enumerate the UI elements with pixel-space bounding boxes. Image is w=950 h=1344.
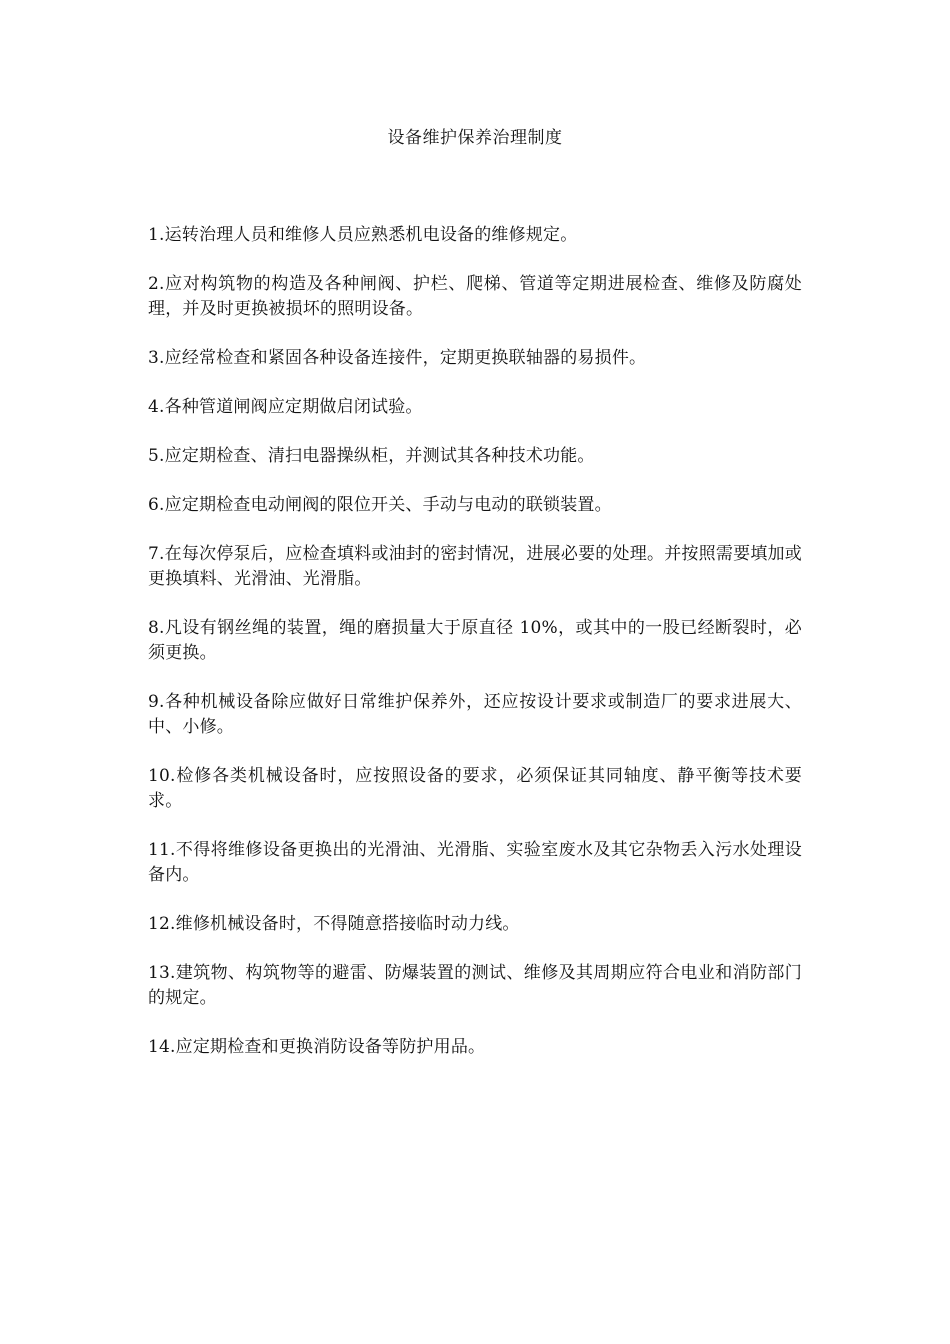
paragraph-4: 4.各种管道闸阀应定期做启闭试验。	[148, 397, 423, 417]
paragraph-7: 7.在每次停泵后，应检查填料或油封的密封情况，进展必要的处理。并按照需要填加或更换填料、光滑油、光滑脂。	[148, 544, 802, 589]
document-body	[148, 223, 802, 1084]
paragraph-5: 5.应定期检查、清扫电器操纵柜，并测试其各种技术功能。	[148, 446, 595, 466]
paragraph-13: 13.建筑物、构筑物等的避雷、防爆装置的测试、维修及其周期应符合电业和消防部门的规定。	[148, 963, 802, 1008]
document-title: 设备维护保养治理制度	[387, 128, 563, 148]
paragraph-6: 6.应定期检查电动闸阀的限位开关、手动与电动的联锁装置。	[148, 495, 612, 515]
paragraph-14: 14.应定期检查和更换消防设备等防护用品。	[148, 1037, 486, 1057]
paragraph-9: 9.各种机械设备除应做好日常维护保养外，还应按设计要求或制造厂的要求进展大、中、小修。	[148, 692, 802, 737]
paragraph-12: 12.维修机械设备时，不得随意搭接临时动力线。	[148, 914, 520, 934]
paragraph-10: 10.检修各类机械设备时，应按照设备的要求，必须保证其同轴度、静平衡等技术要求。	[148, 766, 802, 811]
paragraph-8: 8.凡设有钢丝绳的装置，绳的磨损量大于原直径 10%，或其中的一股已经断裂时，必须更换。	[148, 618, 802, 663]
paragraph-1: 1.运转治理人员和维修人员应熟悉机电设备的维修规定。	[148, 225, 578, 245]
paragraph-11: 11.不得将维修设备更换出的光滑油、光滑脂、实验室废水及其它杂物丢入污水处理设备内。	[148, 840, 802, 885]
paragraph-3: 3.应经常检查和紧固各种设备连接件，定期更换联轴器的易损件。	[148, 348, 647, 368]
paragraph-2: 2.应对构筑物的构造及各种闸阀、护栏、爬梯、管道等定期进展检查、维修及防腐处理，并及时更换被损坏的照明设备。	[148, 274, 802, 319]
